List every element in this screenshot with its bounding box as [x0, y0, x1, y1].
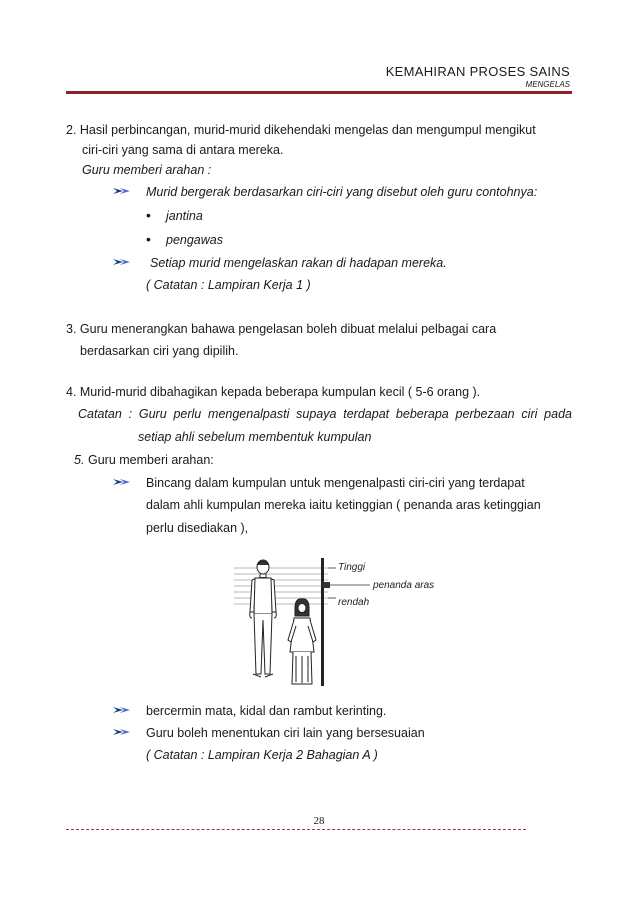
step2-arrow1-text: Murid bergerak berdasarkan ciri-ciri yang disebut oleh guru contohnya: [146, 185, 538, 199]
header-title: KEMAHIRAN PROSES SAINS [385, 64, 570, 79]
step4-note-line2: setiap ahli sebelum membentuk kumpulan [138, 430, 372, 444]
step5-arrow3-text: Guru boleh menentukan ciri lain yang bersesuaian [146, 726, 425, 740]
height-figure [232, 556, 462, 692]
step2-line1: 2. Hasil perbincangan, murid-murid dikehendaki mengelas dan mengumpul mengikut [66, 123, 536, 137]
step2-arrow2-text: Setiap murid mengelaskan rakan di hadapan mereka. [150, 256, 447, 270]
step5-arrow1-line2: dalam ahli kumpulan mereka iaitu ketinggian ( penanda aras ketinggian [146, 498, 541, 512]
step4-line1: 4. Murid-murid dibahagikan kepada beberapa kumpulan kecil ( 5-6 orang ). [66, 385, 481, 399]
step3-line2: berdasarkan ciri yang dipilih. [80, 344, 239, 358]
arrow-bullet-icon [110, 727, 134, 737]
arrow-bullet-icon [110, 257, 134, 267]
step2-bullet-2: pengawas [166, 233, 223, 247]
measuring-pole [321, 558, 324, 686]
header-rule [66, 91, 572, 94]
step2-line2: ciri-ciri yang sama di antara mereka. [82, 143, 284, 157]
arrow-bullet-icon [110, 477, 134, 487]
step4-note-line1: Catatan : Guru perlu mengenalpasti supaya terdapat beberapa perbezaan ciri pada [78, 407, 572, 421]
step3-line1: 3. Guru menerangkan bahawa pengelasan boleh dibuat melalui pelbagai cara [66, 322, 497, 336]
arrow-bullet-icon [110, 705, 134, 715]
footer-rule [66, 829, 526, 830]
step2-instruction-label: Guru memberi arahan : [82, 163, 212, 177]
step5-arrow1-line1: Bincang dalam kumpulan untuk mengenalpasti ciri-ciri yang terdapat [146, 476, 525, 490]
header-subtitle: MENGELAS [525, 80, 570, 89]
label-rendah: rendah [338, 597, 370, 608]
bullet-dot-icon: • [146, 231, 151, 247]
step2-note: ( Catatan : Lampiran Kerja 1 ) [146, 278, 311, 292]
step5-note: ( Catatan : Lampiran Kerja 2 Bahagian A ) [146, 748, 378, 762]
page-number: 28 [313, 815, 325, 827]
step5-number: 5. [74, 453, 85, 467]
bullet-dot-icon: • [146, 207, 151, 223]
step2-bullet-1: jantina [166, 209, 203, 223]
step5-arrow2-text: bercermin mata, kidal dan rambut kerinting. [146, 704, 387, 718]
girl-figure [288, 599, 316, 684]
man-figure [250, 560, 277, 677]
label-penanda-aras: penanda aras [373, 580, 435, 591]
arrow-bullet-icon [110, 186, 134, 196]
step5-line1: Guru memberi arahan: [88, 453, 214, 467]
label-tinggi: Tinggi [338, 562, 366, 573]
step5-arrow1-line3: perlu disediakan ), [146, 521, 249, 535]
